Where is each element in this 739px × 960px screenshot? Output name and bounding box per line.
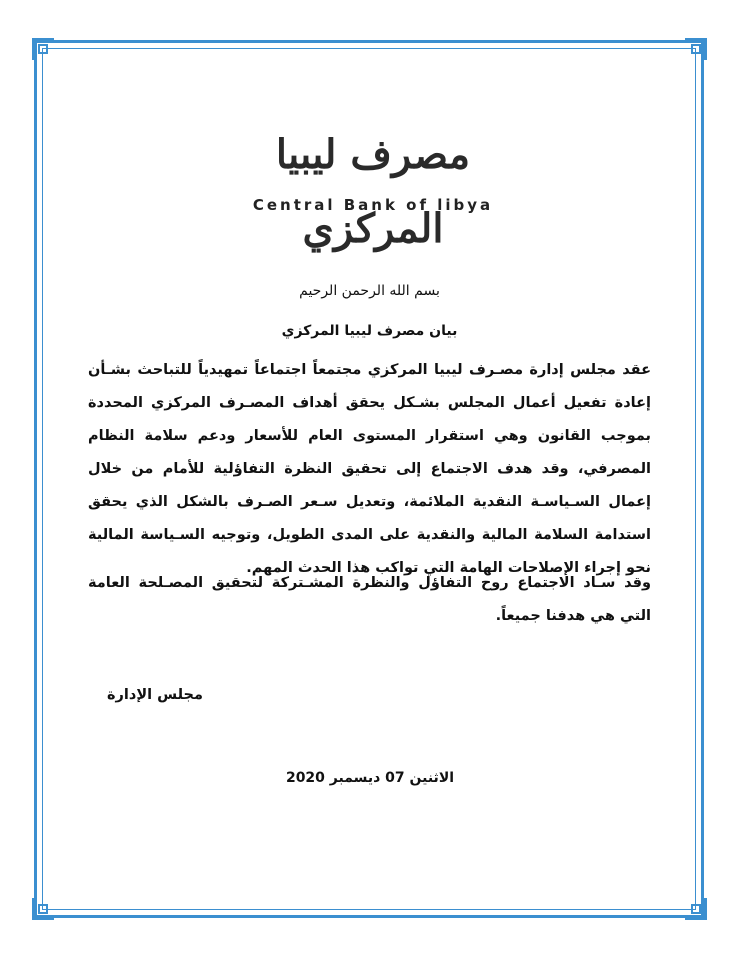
ornament-bottom-left-icon [30,896,56,922]
paragraph-2: وقد سـاد الاجتماع روح التفاؤل والنظرة المشـتركة لتحقيق المصـلحة العامة التي هي هدفنا جميعاً. [88,575,651,624]
logo-english-name: Central Bank of libya [252,196,494,214]
ornament-top-right-icon [683,36,709,62]
bank-logo [228,118,518,252]
statement-title: بيان مصرف ليبيا المركزي [281,323,458,339]
statement-date: الاثنين 07 ديسمبر 2020 [285,770,455,786]
paragraph-1: عقد مجلس إدارة مصـرف ليبيا المركزي مجتمعاً اجتماعاً تمهيدياً للتباحث بشـأن إعادة تفعيل أعمال المجلس بشـكل يحقق أهداف المصـرف المركزي المحددة بموجب القانون وهي استقرار المستوى العام للأسعار ودعم سلامة النظام المصرفي، وقد هدف الاجتماع إلى تحقيق النظرة التفاؤلية للأمام من خلال إعمال السـياسـة النقدية الملائمة، وتعديل سـعر الصـرف بالشكل الذي يحقق استدامة السلامة المالية والنقدية على المدى الطويل، وتوجيه السـياسة المالية نحو إجراء الإصلاحات الهامة التي تواكب هذا الحدث المهم. [88,362,651,576]
signature-board: مجلس الإدارة [107,687,203,703]
ornament-bottom-right-icon [683,896,709,922]
ornament-top-left-icon [30,36,56,62]
basmala: بسم الله الرحمن الرحيم [299,283,440,299]
logo-arabic-name: مصرف ليبيا المركزي [275,131,471,252]
